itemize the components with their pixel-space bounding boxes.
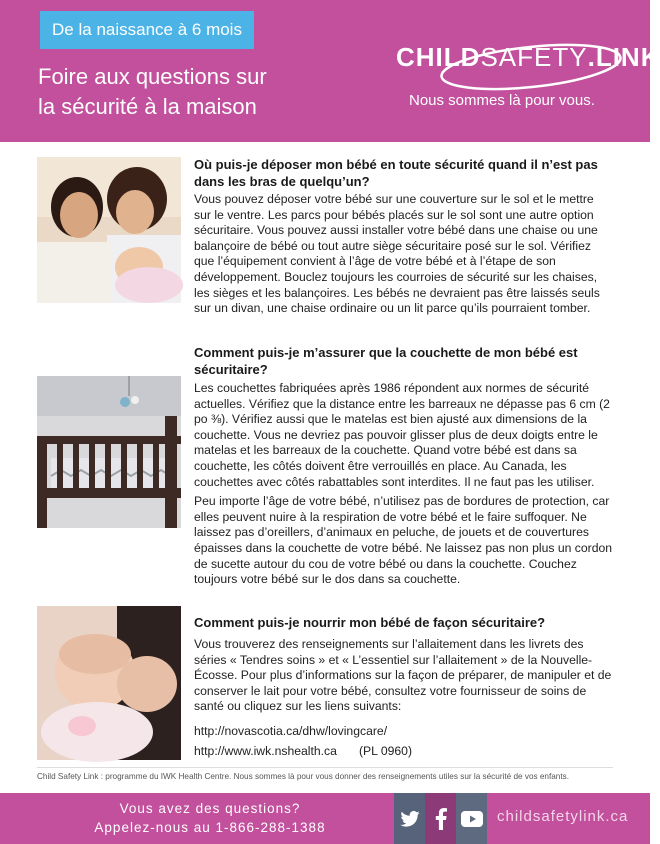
photo-family-baby bbox=[37, 157, 181, 303]
link-iwk[interactable]: http://www.iwk.nshealth.ca bbox=[194, 743, 337, 758]
footer-phone[interactable]: Appelez-nous au 1-866-288-1388 bbox=[94, 820, 326, 835]
photo-feeding bbox=[37, 606, 181, 760]
faq-answer-3: Vous trouverez des renseignements sur l’allaitement dans les livrets des séries « Tendres soins » et « L’essentiel sur l’allaitement » de la Nouvelle-Écosse. Pour plus d’informations sur la façon de préparer, de manipuler et de conserver le lait pour votre bébé, consultez votre fournisseur de soins de santé ou cliquez sur les liens suivants: bbox=[194, 637, 612, 714]
faq-section-1 bbox=[194, 156, 614, 317]
faq-answer-1: Vous pouvez déposer votre bébé sur une couverture sur le sol et le mettre sur le ventre. Les parcs pour bébés placés sur le sol sont une autre option sécuritaire. Vous pouvez aussi installer votre bébé dans une chaise ou une balançoire de bébé ou tout autre siège sécuritaire posé sur le sol. Vérifiez que l’équipement convient à l’âge de votre bébé et à l’étape de son développement. Bouclez toujours les courroies de sécurité sur les chaises, les sièges et les balançoires. Les bébés ne devraient pas être laissés seuls sur un divan, une chaise ordinaire ou un lit parce qu’ils pourraient tomber. bbox=[194, 192, 600, 316]
facebook-icon[interactable] bbox=[425, 793, 456, 844]
divider bbox=[37, 767, 613, 768]
logo-dot: . bbox=[587, 42, 596, 72]
photo-crib bbox=[37, 376, 181, 528]
faq-section-2 bbox=[194, 344, 614, 588]
logo-safety: SAFETY bbox=[480, 42, 588, 72]
link-novascotia[interactable]: http://novascotia.ca/dhw/lovingcare/ bbox=[194, 723, 388, 738]
faq-question-2: Comment puis-je m’assurer que la couchette de mon bébé est sécuritaire? bbox=[194, 345, 578, 377]
page-title-line1: Foire aux questions sur bbox=[38, 64, 267, 89]
faq-question-1: Où puis-je déposer mon bébé en toute sécurité quand il n’est pas dans les bras de quelqu’un? bbox=[194, 157, 598, 189]
logo-link: LINK bbox=[595, 42, 660, 72]
faq-answer-2: Les couchettes fabriquées après 1986 répondent aux normes de sécurité actuelles. Vérifiez que la distance entre les barreaux ne dépasse pas 6 cm (2 po ⅜). Vérifiez aussi que le matelas est bien ajusté aux dimensions de la couchette. Vous ne devriez pas pouvoir glisser plus de deux doigts entre le matelas et les barreaux de la couchette. Quand votre bébé est dans sa couchette, les côtés doivent être verrouillés en place. Au Canada, les couchettes avec côtés rabattables sont interdites. Il ne faut pas les utiliser. bbox=[194, 381, 610, 489]
faq-answer-2b: Peu importe l’âge de votre bébé, n’utilisez pas de bordures de protection, car elles peuvent nuire à la respiration de votre bébé et le faire suffoquer. Ne laissez pas d’oreillers, d’animaux en peluche, de jouets et de couvertures épaisses dans la couchette de votre bébé. Ne laissez pas non plus un cordon de sucette autour du cou de votre bébé ou dans la couchette. Couchez toujours votre bébé sur le dos dans sa couchette. bbox=[194, 494, 613, 587]
faq-question-3: Comment puis-je nourrir mon bébé de façon sécuritaire? bbox=[194, 615, 546, 630]
tagline: Nous sommes là pour vous. bbox=[409, 92, 595, 109]
logo-child: CHILD bbox=[396, 42, 481, 72]
publication-ref: (PL 0960) bbox=[358, 743, 413, 758]
website-link[interactable]: childsafetylink.ca bbox=[497, 808, 629, 825]
page-title bbox=[38, 62, 267, 122]
credit-line: Child Safety Link : programme du IWK Health Centre. Nous sommes là pour vous donner des renseignements utiles sur la sécurité de vos enfants. bbox=[37, 772, 569, 781]
age-badge: De la naissance à 6 mois bbox=[40, 11, 254, 49]
footer-contact bbox=[40, 799, 380, 837]
faq-section-3 bbox=[194, 614, 614, 761]
page-title-line2: la sécurité à la maison bbox=[38, 94, 257, 119]
footer-question: Vous avez des questions? bbox=[119, 801, 301, 816]
twitter-icon[interactable] bbox=[394, 793, 425, 844]
youtube-icon[interactable] bbox=[456, 793, 487, 844]
child-safety-link-logo bbox=[396, 36, 660, 92]
header-banner bbox=[0, 0, 660, 142]
footer-banner bbox=[0, 793, 650, 844]
